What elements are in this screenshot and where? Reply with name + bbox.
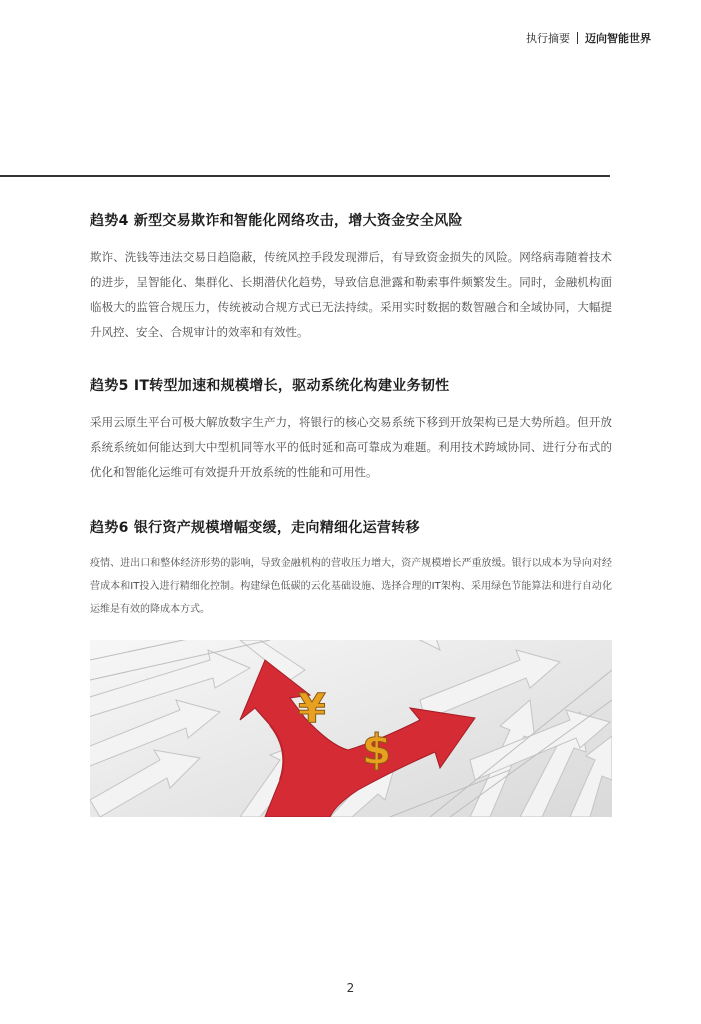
svg-text:¥: ¥ [298,686,326,732]
page-header [526,30,651,46]
trend-4-body: 欺诈、洗钱等违法交易日趋隐蔽，传统风控手段发现滞后，有导致资金损失的风险。网络病毒随着技术的进步，呈智能化、集群化、长期潜伏化趋势，导致信息泄露和勒索事件频繁发生。同时，金融机构面临极大的监管合规压力，传统被动合规方式已无法持续。采用实时数据的数智融合和全域协同，大幅提升风控、安全、合规审计的效率和有效性。 [90,250,612,339]
trend-6-section [90,517,612,621]
trend-4-section [90,210,612,345]
trend-5-section [90,375,612,485]
trend-5-heading: 趋势5 IT转型加速和规模增长，驱动系统化构建业务韧性 [90,378,450,394]
trend-4-heading: 趋势4 新型交易欺诈和智能化网络攻击，增大资金安全风险 [90,213,463,229]
trend-6-heading: 趋势6 银行资产规模增幅变缓，走向精细化运营转移 [90,520,420,536]
header-divider [577,32,578,44]
svg-text:$: $ [362,725,392,774]
header-section: 执行摘要 [526,32,570,45]
trend-5-body: 采用云原生平台可极大解放数字生产力，将银行的核心交易系统下移到开放架构已是大势所趋。但开放系统系统如何能达到大中型机同等水平的低时延和高可靠成为难题。利用技术跨域协同、进行分布式的优化和智能化运维可有效提升开放系统的性能和可用性。 [90,415,612,479]
arrows-currency-photo [90,640,612,817]
trend-6-body: 疫情、进出口和整体经济形势的影响，导致金融机构的营收压力增大，资产规模增长严重放缓。银行以成本为导向对经营成本和IT投入进行精细化控制。构建绿色低碳的云化基础设施、选择合理的IT架构、采用绿色节能算法和进行自动化运维是有效的降成本方式。 [90,558,612,615]
arrows-illustration [90,640,612,817]
section-rule [0,175,610,177]
dollar-symbol [362,725,391,774]
page-number: 2 [346,981,355,995]
yuan-symbol [298,686,326,732]
header-title: 迈向智能世界 [585,32,651,45]
